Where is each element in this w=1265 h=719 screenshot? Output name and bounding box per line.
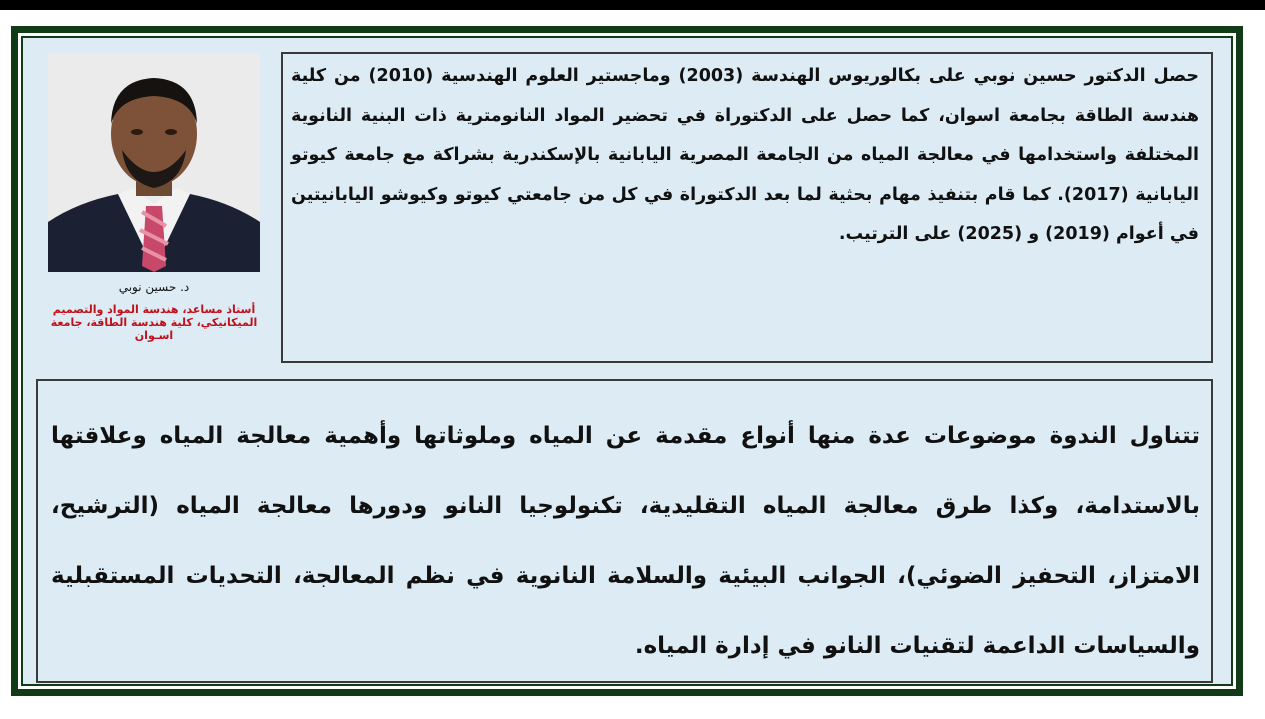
topics-box <box>36 379 1213 683</box>
portrait-photo <box>48 54 260 272</box>
speaker-title: أستاذ مساعد، هندسة المواد والتصميم الميكانيكي، كلية هندسة الطاقة، جامعة اسـوان <box>50 303 258 342</box>
top-black-bar <box>0 0 1265 10</box>
bio-box <box>281 52 1213 363</box>
speaker-name: د. حسين نوبي <box>118 280 190 294</box>
topics-paragraph: تتناول الندوة موضوعات عدة منها أنواع مقدمة عن المياه وملوثاتها وأهمية معالجة المياه وعلاقتها بالاستدامة، وكذا طرق معالجة المياه التقليدية، تكنولوجيا النانو ودورها معالجة المياه (الترشيح، الامتزاز، التحفيز الضوئي)، الجوانب البيئية والسلامة النانوية في نظم المعالجة، التحديات المستقبلية والسياسات الداعمة لتقنيات النانو في إدارة المياه. <box>51 423 1200 659</box>
bio-paragraph: حصل الدكتور حسين نوبي على بكالوريوس الهندسة (2003) وماجستير العلوم الهندسية (2010) من كلية هندسة الطاقة بجامعة اسوان، كما حصل على الدكتوراة في تحضير المواد النانومترية ذات البنية النانوية المختلفة واستخدامها في معالجة المياه من الجامعة المصرية اليابانية بالإسكندرية بشراكة مع جامعة كيوتو اليابانية (2017). كما قام بتنفيذ مهام بحثية لما بعد الدكتوراة في كل من جامعتي كيوتو وكيوشو اليابانيتين في أعوام (2019) و (2025) على الترتيب. <box>291 66 1199 244</box>
decorative-frame <box>11 26 1243 696</box>
content-panel <box>23 38 1231 684</box>
